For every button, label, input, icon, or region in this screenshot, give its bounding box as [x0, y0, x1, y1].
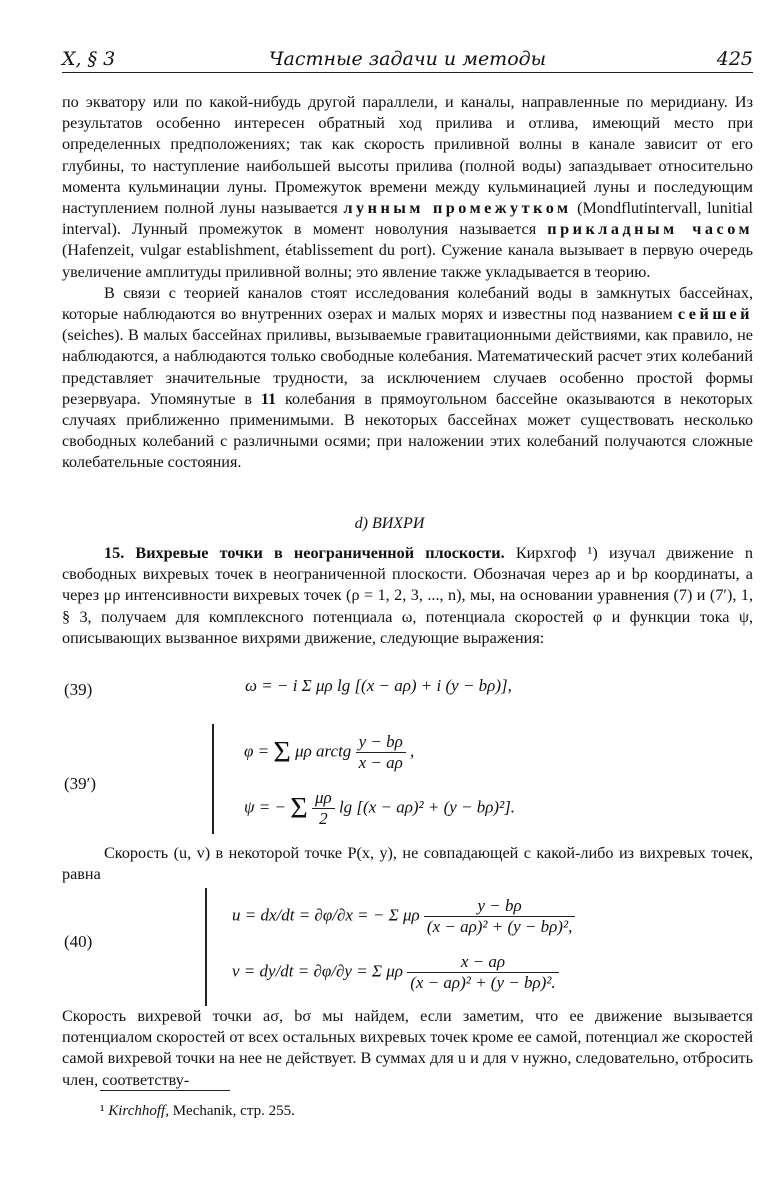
equation-u: u = dx/dt = ∂φ/∂x = − Σ μρ $\frac{y - b\rho}{\text{(x − aρ)² + (y − bρ)²,}}$	[232, 896, 575, 937]
footnote-marker: ¹	[100, 1103, 105, 1119]
equation-psi: ψ = − Σ $\frac{\mu\rho}{2}$ lg [(x − aρ)² + (y − bρ)²].	[244, 788, 516, 828]
section-ref: 11	[260, 389, 277, 408]
paragraph-velocity: Скорость (u, v) в некоторой точке P(x, y), не совпадающей с какой-либо из вихревых точек, равна	[62, 844, 753, 884]
eq-label-39prime: (39′)	[64, 774, 97, 793]
body-block-3	[62, 843, 753, 885]
body-block-1	[62, 92, 753, 474]
paragraph-vortex-points: 15. Вихревые точки в неограниченной плоскости. Кирхгоф ¹) изучал движение n свободных вихревых точек в неограниченной плоскости. Обозначая через aρ и bρ координаты, а через μρ интенсивности вихревых точек (ρ = 1, 2, 3, ..., n), мы, на основании уравнения (7) и (7′), 1, § 3, получаем для комплексного потенциала ω, потенциала скоростей φ и функции тока ψ, описывающих вызванное вихрями движение, следующие выражения:	[62, 544, 754, 647]
eq-label-39: (39)	[64, 680, 93, 699]
footnote	[100, 1103, 295, 1120]
page-number: 425	[716, 48, 753, 70]
footnote-author: Kirchhoff,	[108, 1103, 169, 1119]
chapter-ref: X, § 3	[62, 48, 116, 70]
equation-v: v = dy/dt = ∂φ/∂y = Σ μρ $\frac{x - a\rho}{\text{(x − aρ)² + (y − bρ)².}}$	[232, 952, 559, 993]
term-lunitial-interval: лунным промежутком	[343, 199, 572, 218]
sum-sign: Σ	[273, 735, 291, 769]
eq-label-40: (40)	[64, 932, 93, 951]
fraction: $\frac{x - a\rho}{\text{(x − aρ)² + (y − bρ)².}}$	[407, 952, 558, 993]
fraction: $\frac{y - b\rho}{x - a\rho}$	[356, 732, 406, 773]
term-establishment: прикладным часом	[547, 220, 754, 239]
fraction: $\frac{y - b\rho}{\text{(x − aρ)² + (y − bρ)²,}}$	[424, 896, 575, 937]
body-block-4	[62, 1006, 753, 1091]
subsection-heading: d) ВИХРИ	[354, 515, 425, 532]
fraction: $\frac{\mu\rho}{2}$	[312, 788, 335, 829]
paragraph-tides: по экватору или по какой-нибудь другой параллели, и каналы, направленные по меридиану. Из результатов особенно интересен обратный ход прилива и отлива, имеющий место при определенных предположениях; так как скорость приливной волны в канале зависит от его глубины, то наступление наибольшей высоты прилива (полной воды) запаздывает относительно момента кульминации луны. Промежуток времени между кульминацией луны и последующим наступлением полной луны называется лунным промежутком (Mondflutintervall, lunitial interval). Лунный промежуток в момент новолуния называется прикладным часом (Hafenzeit, vulgar establishment, établissement du port). Сужение канала вызывает в первую очередь увеличение амплитуды приливной волны; это явление также укладывается в теорию.	[62, 93, 754, 281]
footnote-rule	[100, 1090, 230, 1091]
left-brace	[212, 724, 214, 834]
equation-phi: φ = Σ μρ arctg $\frac{y - b\rho}{x - a\rho}$ ,	[244, 732, 415, 772]
section-heading-15: 15. Вихревые точки в неограниченной плоскости.	[104, 544, 505, 562]
paragraph-seiches: В связи с теорией каналов стоят исследования колебаний воды в замкнутых бассейнах, которые наблюдаются во внутренних озерах и малых морях и известны под названием сейшей (seiches). В малых бассейнах приливы, вызываемые гравитационными действиями, как правило, не наблюдаются, а наблюдаются только свободные колебания. Математический расчет этих колебаний представляет значительные трудности, за исключением случаев особенно простой формы резервуара. Упомянутые в 11 колебания в прямоугольном бассейне оказываются в некоторых случаях приближенно применимыми. В некоторых бассейнах может существовать несколько свободных колебаний с различными осями; при наложении этих колебаний получаются сложные колебательные состояния.	[62, 283, 754, 472]
paragraph-vortex-velocity: Скорость вихревой точки aσ, bσ мы найдем, если заметим, что ее движение вызывается потенциалом скоростей от всех остальных вихревых точек кроме ее самой, потенциал же скоростей самой вихревой точки на нее не действует. В суммах для u и для v нужно, следовательно, отбросить член, соответству-	[62, 1007, 753, 1089]
term-seiches: сейшей	[677, 305, 753, 324]
running-header	[62, 44, 753, 73]
running-title: Частные задачи и методы	[268, 48, 547, 70]
equation-39: ω = − i Σ μρ lg [(x − aρ) + i (y − bρ)],	[245, 676, 512, 695]
sum-sign: Σ	[290, 791, 308, 825]
left-brace	[205, 888, 207, 1006]
footnote-text: Mechanik, стр. 255.	[172, 1103, 295, 1119]
body-block-2	[62, 543, 753, 649]
